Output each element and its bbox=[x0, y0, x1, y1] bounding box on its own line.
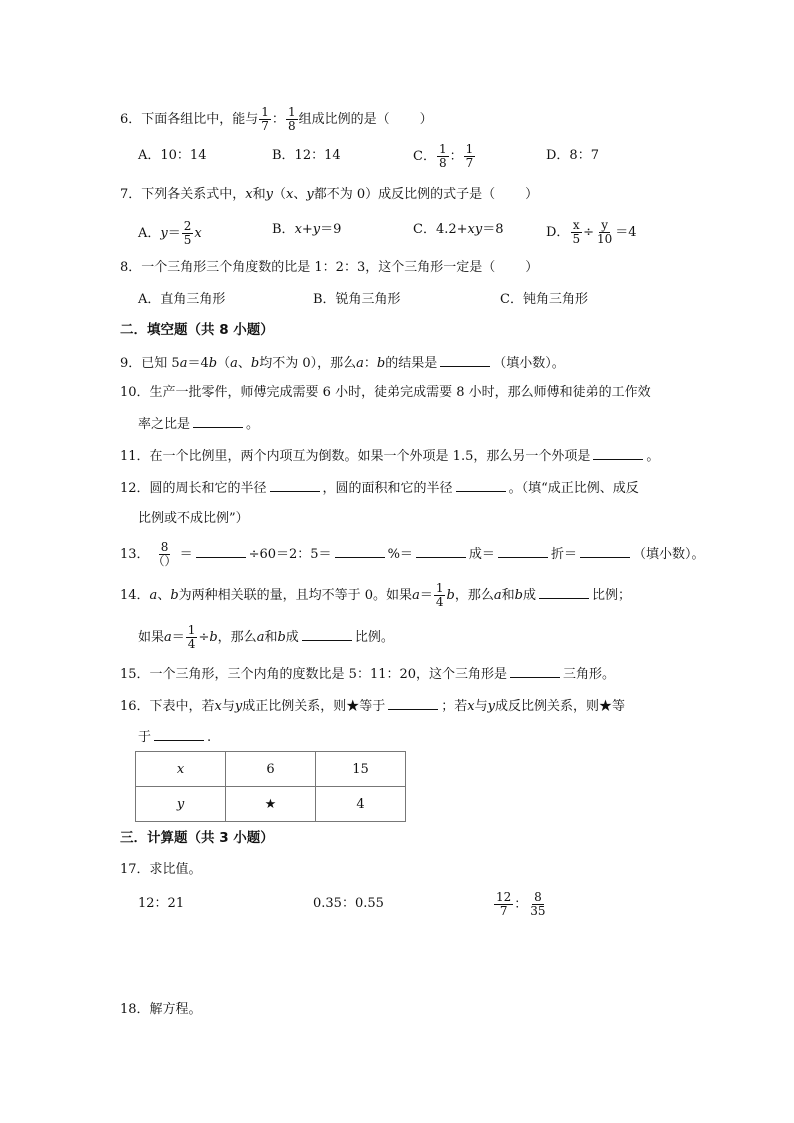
section-heading-calc: 三．计算题（共 3 小题） bbox=[120, 830, 274, 846]
question-6: 6．下面各组比中，能与 $\frac{1}{7}$ ： $\frac{1}{8}$ 组成比例的是（ ） bbox=[120, 105, 433, 133]
answer-blank[interactable] bbox=[456, 478, 506, 492]
question-10: 10．生产一批零件，师傅完成需要 6 小时，徒弟完成需要 8 小时，那么师傅和徒弟的工作效 bbox=[120, 385, 651, 400]
question-16: 16．下表中，若x与y成正比例关系，则★等于 ；若x与y成反比例关系，则★等 bbox=[120, 696, 625, 717]
q17-expr-3: $\frac{12}{7}$ ： $\frac{8}{35}$ bbox=[496, 890, 546, 918]
fraction: $\frac{1}{8}$ bbox=[438, 142, 447, 170]
q7-option-a: A．y＝ $\frac{2}{5}$ x bbox=[138, 219, 202, 247]
table-cell: y bbox=[136, 787, 226, 822]
answer-blank[interactable] bbox=[539, 585, 589, 599]
q6-option-d: D．8：7 bbox=[546, 148, 599, 163]
table-cell: x bbox=[136, 752, 226, 787]
question-18: 18．解方程。 bbox=[120, 1002, 202, 1017]
section-heading-fill-blank: 二．填空题（共 8 小题） bbox=[120, 322, 274, 338]
answer-blank[interactable] bbox=[154, 727, 204, 741]
question-14: 14．a、b为两种相关联的量，且均不等于 0。如果a＝ $\frac{1}{4}$ b，那么a和b成 比例； bbox=[120, 581, 631, 609]
xy-table bbox=[135, 751, 406, 822]
fraction: $\frac{x}{5}$ bbox=[572, 218, 581, 246]
q7-option-b: B．x+y＝9 bbox=[272, 222, 342, 237]
q6-option-b: B．12：14 bbox=[272, 148, 341, 163]
answer-blank[interactable] bbox=[510, 664, 560, 678]
answer-blank[interactable] bbox=[593, 446, 643, 460]
question-14-cont: 如果a＝ $\frac{1}{4}$ ÷b，那么a和b成 比例。 bbox=[138, 623, 394, 651]
table-cell: 6 bbox=[226, 752, 316, 787]
star-cell: ★ bbox=[226, 787, 316, 822]
fraction: $\frac{1}{8}$ bbox=[287, 105, 296, 133]
fraction: $\frac{1}{7}$ bbox=[465, 142, 474, 170]
answer-blank[interactable] bbox=[270, 478, 320, 492]
fraction: $\frac{2}{5}$ bbox=[183, 219, 192, 247]
answer-blank[interactable] bbox=[196, 544, 246, 558]
answer-blank[interactable] bbox=[498, 544, 548, 558]
fraction: $\frac{8}{35}$ bbox=[530, 890, 546, 918]
fraction: $\frac{y}{10}$ bbox=[596, 218, 613, 246]
answer-blank[interactable] bbox=[580, 544, 630, 558]
q8-option-b: B．锐角三角形 bbox=[313, 292, 401, 307]
question-17: 17．求比值。 bbox=[120, 862, 202, 877]
question-13: 13． $\frac{8}{()}$ ＝ ÷60＝2：5＝ %＝ 成＝ 折＝ （填小数）。 bbox=[120, 540, 705, 568]
question-9: 9．已知 5a＝4b（a、b均不为 0），那么a：b的结果是 （填小数）。 bbox=[120, 353, 565, 374]
table-row bbox=[136, 752, 406, 787]
answer-blank[interactable] bbox=[440, 353, 490, 367]
answer-blank[interactable] bbox=[193, 414, 243, 428]
q17-expr-1: 12：21 bbox=[138, 896, 185, 911]
fraction: $\frac{8}{()}$ bbox=[152, 540, 177, 568]
fraction: $\frac{1}{7}$ bbox=[261, 105, 269, 133]
q6-option-a: A．10：14 bbox=[138, 148, 207, 163]
table-row bbox=[136, 787, 406, 822]
q8-option-c: C．钝角三角形 bbox=[500, 292, 588, 307]
table-cell: 4 bbox=[316, 787, 406, 822]
fraction: $\frac{12}{7}$ bbox=[496, 890, 512, 918]
answer-blank[interactable] bbox=[388, 696, 438, 710]
question-15: 15．一个三角形，三个内角的度数比是 5：11：20，这个三角形是 三角形。 bbox=[120, 664, 615, 685]
question-10-cont: 率之比是 。 bbox=[138, 414, 259, 435]
q6-option-c: C． $\frac{1}{8}$ ： $\frac{1}{7}$ bbox=[413, 142, 474, 170]
answer-blank[interactable] bbox=[416, 544, 466, 558]
q17-expr-2: 0.35：0.55 bbox=[313, 896, 384, 911]
fraction: $\frac{1}{4}$ bbox=[187, 623, 196, 651]
question-11: 11．在一个比例里，两个内项互为倒数。如果一个外项是 1.5，那么另一个外项是 。 bbox=[120, 446, 659, 467]
question-12-cont: 比例或不成比例”） bbox=[138, 511, 249, 526]
question-8: 8．一个三角形三个角度数的比是 1：2：3，这个三角形一定是（ ） bbox=[120, 260, 539, 275]
fraction: $\frac{1}{4}$ bbox=[435, 581, 444, 609]
q7-option-d: D． $\frac{x}{5}$ ÷ $\frac{y}{10}$ ＝4 bbox=[546, 218, 637, 246]
question-7: 7．下列各关系式中，x和y（x、y都不为 0）成反比例的式子是（ ） bbox=[120, 187, 539, 202]
answer-blank[interactable] bbox=[335, 544, 385, 558]
question-16-cont: 于 . bbox=[138, 727, 211, 748]
table-cell: 15 bbox=[316, 752, 406, 787]
question-12: 12．圆的周长和它的半径 ，圆的面积和它的半径 。（填“成正比例、成反 bbox=[120, 478, 639, 499]
q8-option-a: A．直角三角形 bbox=[138, 292, 226, 307]
answer-blank[interactable] bbox=[302, 627, 352, 641]
q7-option-c: C．4.2+xy＝8 bbox=[413, 222, 504, 237]
